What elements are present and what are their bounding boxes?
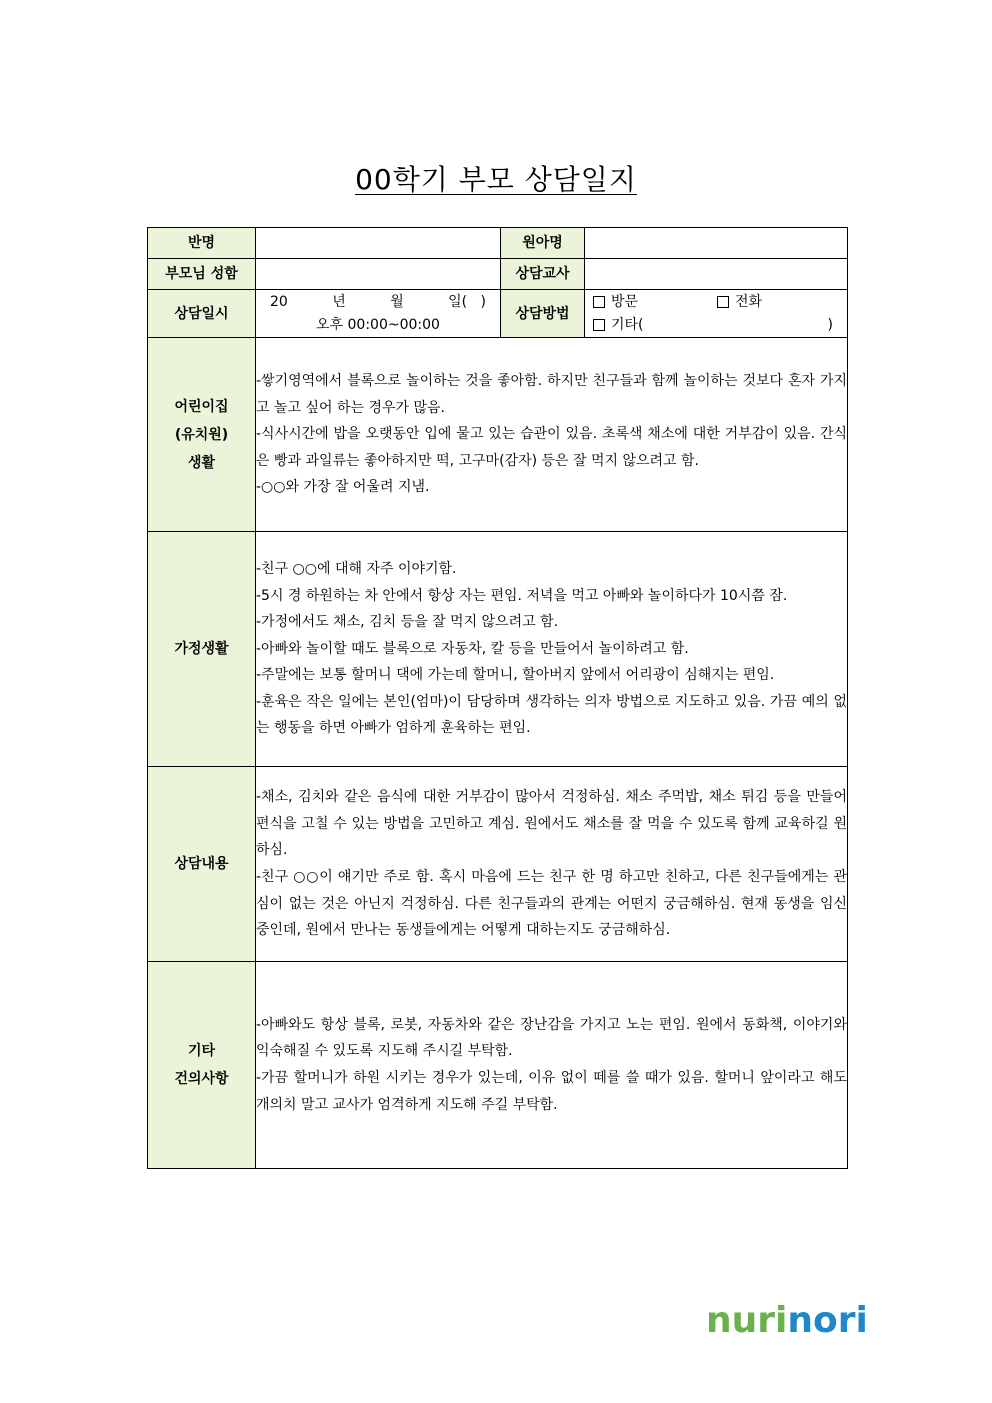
child-name-value[interactable] bbox=[585, 228, 848, 259]
other-suggestions-text[interactable] bbox=[256, 962, 848, 1169]
class-label: 반명 bbox=[148, 228, 256, 259]
paragraph: -채소, 김치와 같은 음식에 대한 거부감이 많아서 걱정하심. 채소 주먹밥, 채소 튀김 등을 만들어 편식을 고칠 수 있는 방법을 고민하고 계심. 원에서도 채소를 잘 먹을 수 있도록 함께 교육하길 원하심. bbox=[256, 789, 847, 859]
paragraph: -가끔 할머니가 하원 시키는 경우가 있는데, 이유 없이 떼를 쓸 때가 있음. 할머니 앞이라고 해도 개의치 말고 교사가 엄격하게 지도해 주길 부탁함. bbox=[256, 1070, 847, 1113]
consult-content-text[interactable] bbox=[256, 767, 848, 962]
home-life-label: 가정생활 bbox=[148, 532, 256, 767]
year-unit: 년 bbox=[332, 293, 346, 310]
visit-label: 방문 bbox=[611, 293, 639, 310]
parent-name-label: 부모님 성함 bbox=[148, 259, 256, 290]
method-label: 상담방법 bbox=[501, 290, 585, 338]
paragraph: -가정에서도 채소, 김치 등을 잘 먹지 않으려고 함. bbox=[256, 614, 559, 631]
datetime-label: 상담일시 bbox=[148, 290, 256, 338]
paragraph: -쌓기영역에서 블록으로 놀이하는 것을 좋아함. 하지만 친구들과 함께 놀이하는 것보다 혼자 가지고 놀고 싶어 하는 경우가 많음. bbox=[256, 373, 847, 416]
teacher-label: 상담교사 bbox=[501, 259, 585, 290]
method-line-1 bbox=[585, 291, 847, 314]
consultation-form bbox=[147, 227, 848, 1169]
other-suggestions-label: 기타 건의사항 bbox=[148, 962, 256, 1169]
datetime-value[interactable] bbox=[256, 290, 501, 338]
phone-label: 전화 bbox=[735, 293, 763, 310]
paragraph: -식사시간에 밥을 오랫동안 입에 물고 있는 습관이 있음. 초록색 채소에 대한 거부감이 있음. 간식은 빵과 과일류는 좋아하지만 떡, 고구마(감자) 등은 잘 먹지 않으려고 함. bbox=[256, 426, 847, 469]
year-text: 20 bbox=[270, 293, 288, 310]
paragraph: -아빠와도 항상 블록, 로봇, 자동차와 같은 장난감을 가지고 노는 편임. 원에서 동화책, 이야기와 익숙해질 수 있도록 지도해 주시길 부탁함. bbox=[256, 1016, 847, 1060]
teacher-value[interactable] bbox=[585, 259, 848, 290]
logo-part-nuri: nuri bbox=[706, 1300, 788, 1341]
daycare-life-text[interactable] bbox=[256, 338, 848, 532]
consult-content-label: 상담내용 bbox=[148, 767, 256, 962]
parent-name-value[interactable] bbox=[256, 259, 501, 290]
paragraph: -친구 ○○이 얘기만 주로 함. 혹시 마음에 드는 친구 한 명 하고만 친하고, 다른 친구들에게는 관심이 없는 것은 아닌지 걱정하심. 다른 친구들과의 관계는 어떤지 궁금해하심. 현재 동생을 임신 중인데, 원에서 만나는 동생들에게는 어떻게 대하는지도 궁금해하심. bbox=[256, 869, 847, 939]
home-life-text[interactable] bbox=[256, 532, 848, 767]
visit-checkbox[interactable] bbox=[593, 296, 605, 308]
paragraph: -○○와 가장 잘 어울려 지냄. bbox=[256, 479, 430, 496]
method-value bbox=[585, 290, 848, 338]
date-line bbox=[256, 291, 500, 314]
daycare-life-label: 어린이집 (유치원) 생활 bbox=[148, 338, 256, 532]
document-title: 00학기 부모 상담일지 bbox=[355, 163, 637, 196]
month-unit: 월 bbox=[390, 293, 404, 310]
day-unit: 일( ) bbox=[448, 293, 486, 310]
document-title-wrap bbox=[0, 158, 992, 198]
other-method-close: ) bbox=[827, 316, 833, 333]
other-method-label: 기타( bbox=[611, 316, 644, 333]
nurinori-logo bbox=[706, 1300, 868, 1341]
child-name-label: 원아명 bbox=[501, 228, 585, 259]
method-line-2 bbox=[585, 314, 847, 337]
paragraph: -아빠와 놀이할 때도 블록으로 자동차, 칼 등을 만들어서 놀이하려고 함. bbox=[256, 640, 689, 657]
logo-part-nori: nori bbox=[787, 1300, 868, 1341]
class-value[interactable] bbox=[256, 228, 501, 259]
paragraph: -훈육은 작은 일에는 본인(엄마)이 담당하며 생각하는 의자 방법으로 지도하고 있음. 가끔 예의 없는 행동을 하면 아빠가 엄하게 훈육하는 편임. bbox=[256, 693, 847, 737]
paragraph: -친구 ○○에 대해 자주 이야기함. bbox=[256, 560, 457, 577]
time-line: 오후 00:00~00:00 bbox=[316, 316, 440, 333]
other-checkbox[interactable] bbox=[593, 319, 605, 331]
phone-checkbox[interactable] bbox=[717, 296, 729, 308]
paragraph: -5시 경 하원하는 차 안에서 항상 자는 편임. 저녁을 먹고 아빠와 놀이하다가 10시쯤 잠. bbox=[256, 587, 788, 604]
paragraph: -주말에는 보통 할머니 댁에 가는데 할머니, 할아버지 앞에서 어리광이 심해지는 편임. bbox=[256, 667, 775, 684]
